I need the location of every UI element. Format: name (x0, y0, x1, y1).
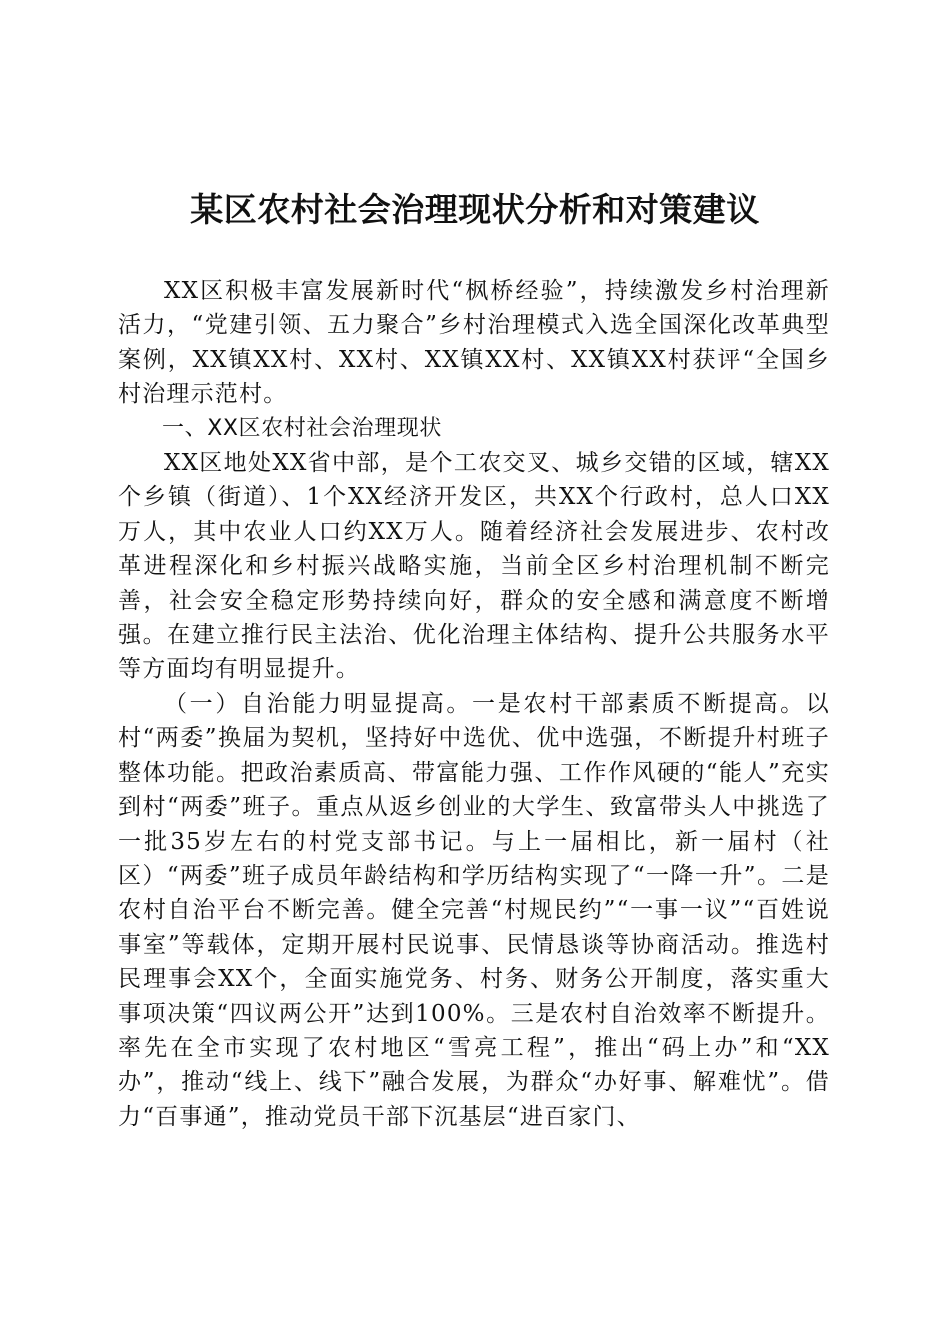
document-body (118, 274, 830, 1134)
section-paragraph: XX区地处XX省中部，是个工农交叉、城乡交错的区域，辖XX个乡镇（街道）、1个XX经济开发区，共XX个行政村，总人口XX万人，其中农业人口约XX万人。随着经济社会发展进步、农村改革进程深化和乡村振兴战略实施，当前全区乡村治理机制不断完善，社会安全稳定形势持续向好，群众的安全感和满意度不断增强。在建立推行民主法治、优化治理主体结构、提升公共服务水平等方面均有明显提升。 (118, 450, 830, 683)
intro-paragraph: XX区积极丰富发展新时代“枫桥经验”，持续激发乡村治理新活力，“党建引领、五力聚合”乡村治理模式入选全国深化改革典型案例，XX镇XX村、XX村、XX镇XX村、XX镇XX村获评“全国乡村治理示范村。 (118, 278, 830, 408)
document-title: 某区农村社会治理现状分析和对策建议 (190, 190, 760, 229)
subsection-paragraph: （一）自治能力明显提高。一是农村干部素质不断提高。以村“两委”换届为契机，坚持好中选优、优中选强，不断提升村班子整体功能。把政治素质高、带富能力强、工作作风硬的“能人”充实到村“两委”班子。重点从返乡创业的大学生、致富带头人中挑选了一批35岁左右的村党支部书记。与上一届相比，新一届村（社区）“两委”班子成员年龄结构和学历结构实现了“一降一升”。二是农村自治平台不断完善。健全完善“村规民约”“一事一议”“百姓说事室”等载体，定期开展村民说事、民情恳谈等协商活动。推选村民理事会XX个，全面实施党务、村务、财务公开制度，落实重大事项决策“四议两公开”达到100%。三是农村自治效率不断提升。率先在全市实现了农村地区“雪亮工程”，推出“码上办”和“XX办”，推动“线上、线下”融合发展，为群众“办好事、解难忧”。借力“百事通”，推动党员干部下沉基层“进百家门、 (118, 690, 830, 1130)
section-heading: 一、XX区农村社会治理现状 (162, 415, 442, 441)
